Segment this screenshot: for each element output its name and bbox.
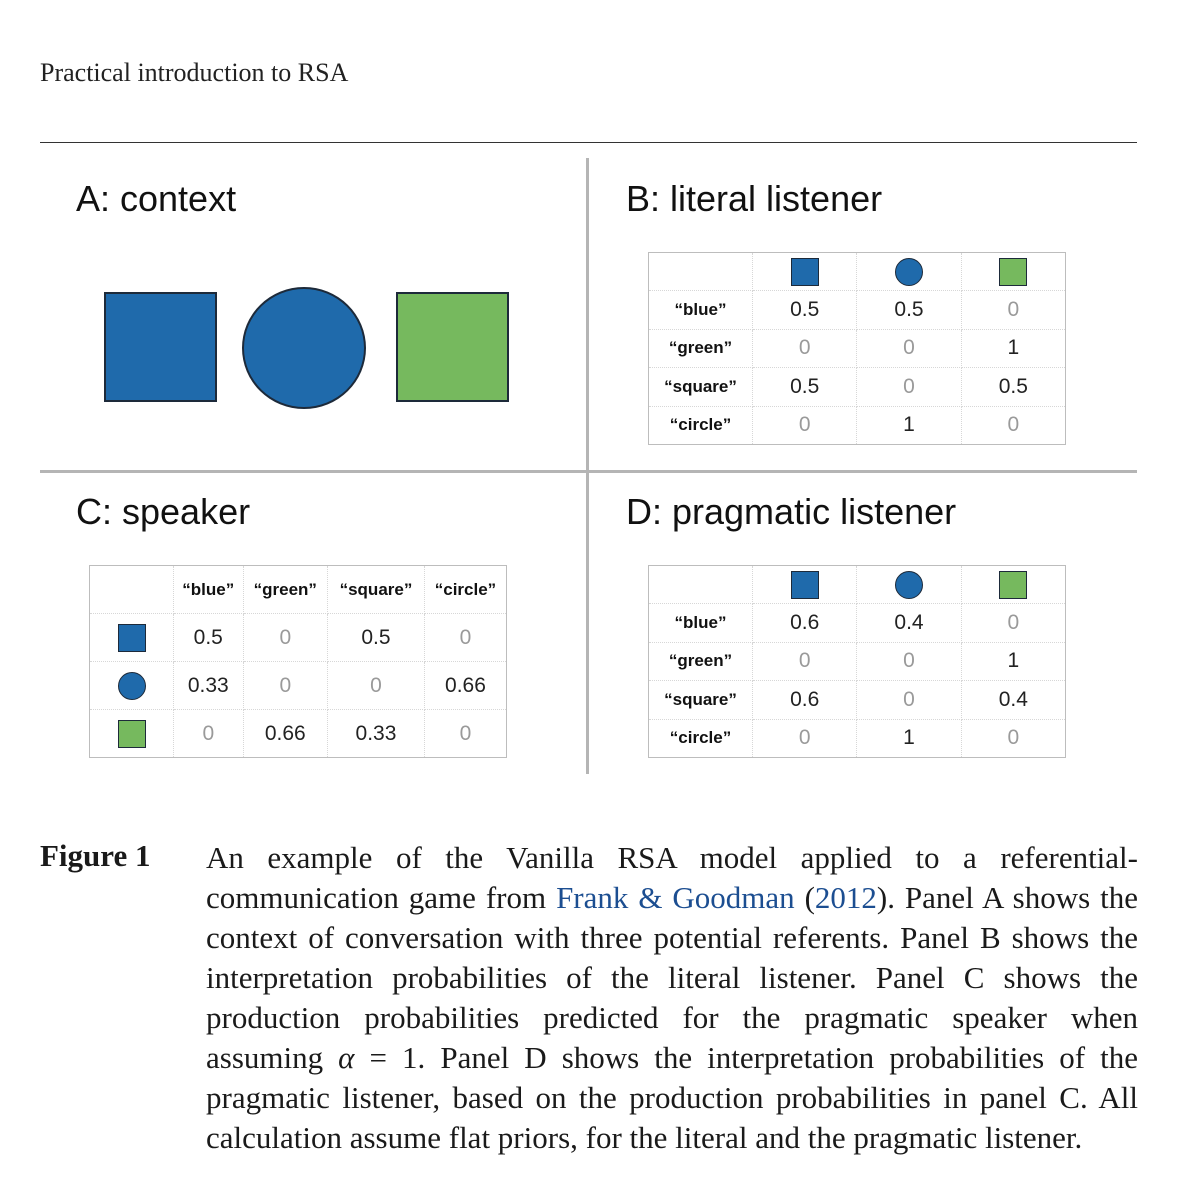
referent-header (961, 253, 1065, 291)
probability-cell: 0 (961, 406, 1065, 444)
table-row (649, 642, 1066, 680)
probability-cell: 0 (961, 719, 1065, 757)
probability-cell: 0 (328, 662, 425, 710)
probability-cell: 0 (243, 614, 327, 662)
table-row (649, 291, 1066, 329)
corner-cell (649, 253, 753, 291)
utterance-label: “circle” (649, 406, 753, 444)
probability-cell: 0.66 (424, 662, 506, 710)
probability-cell: 1 (961, 329, 1065, 367)
probability-cell: 0.5 (961, 368, 1065, 406)
table-row (90, 710, 507, 758)
probability-cell: 0.4 (961, 681, 1065, 719)
referent-label (90, 662, 174, 710)
header-row (90, 566, 507, 614)
blue-circle-icon (895, 258, 923, 286)
citation-link-year[interactable]: 2012 (814, 880, 877, 915)
panel-a-title: A: context (76, 178, 237, 219)
vertical-divider (586, 158, 589, 774)
probability-cell: 0.4 (857, 604, 961, 642)
blue-circle-icon (895, 571, 923, 599)
panel-d-title: D: pragmatic listener (626, 491, 957, 532)
referent-header (753, 253, 857, 291)
header-row (649, 253, 1066, 291)
probability-cell: 0 (753, 406, 857, 444)
blue-square-icon (118, 624, 146, 652)
probability-cell: 0 (174, 710, 244, 758)
blue-square-icon (791, 571, 819, 599)
probability-cell: 0.5 (753, 291, 857, 329)
referent-header (857, 253, 961, 291)
panel-b-title: B: literal listener (626, 178, 883, 219)
table-row (649, 681, 1066, 719)
caption-text (206, 838, 1138, 1158)
referent-header (753, 566, 857, 604)
probability-cell: 0.33 (174, 662, 244, 710)
blue-circle-icon (118, 672, 146, 700)
probability-cell: 0 (961, 291, 1065, 329)
citation-link-authors[interactable]: Frank & Goodman (556, 880, 795, 915)
alpha-symbol: α (338, 1040, 355, 1075)
probability-cell: 0.6 (753, 681, 857, 719)
table-row (649, 406, 1066, 444)
table-row (649, 368, 1066, 406)
utterance-header: “square” (328, 566, 425, 614)
table-row (649, 719, 1066, 757)
utterance-header: “blue” (174, 566, 244, 614)
context-blue-circle (242, 287, 366, 409)
referent-header (857, 566, 961, 604)
utterance-label: “green” (649, 642, 753, 680)
utterance-label: “square” (649, 368, 753, 406)
probability-cell: 0.66 (243, 710, 327, 758)
probability-cell: 0 (424, 614, 506, 662)
green-square-icon (999, 571, 1027, 599)
horizontal-divider (40, 470, 1137, 473)
probability-cell: 1 (961, 642, 1065, 680)
context-green-square (396, 292, 509, 402)
utterance-label: “blue” (649, 604, 753, 642)
probability-cell: 0 (857, 329, 961, 367)
pragmatic-listener-table (648, 565, 1066, 758)
probability-cell: 0.5 (753, 368, 857, 406)
probability-cell: 0.6 (753, 604, 857, 642)
speaker-table (89, 565, 507, 758)
probability-cell: 1 (857, 719, 961, 757)
probability-cell: 0 (857, 681, 961, 719)
running-head: Practical introduction to RSA (40, 58, 349, 87)
utterance-header: “circle” (424, 566, 506, 614)
figure-label: Figure 1 (40, 838, 151, 873)
probability-cell: 0 (753, 719, 857, 757)
probability-cell: 1 (857, 406, 961, 444)
probability-cell: 0 (243, 662, 327, 710)
utterance-label: “circle” (649, 719, 753, 757)
caption-text-part: ( (794, 880, 815, 915)
panel-c-title: C: speaker (76, 491, 251, 532)
table-row (649, 604, 1066, 642)
probability-cell: 0.5 (328, 614, 425, 662)
caption-text-part: = 1. Panel D shows the interpretation probabilities of the pragmatic listener, based on the production probabilities in panel C. All calculation assume flat priors, for the literal and the pragmatic listener. (206, 1040, 1138, 1155)
green-square-icon (999, 258, 1027, 286)
blue-square-icon (791, 258, 819, 286)
probability-cell: 0.33 (328, 710, 425, 758)
utterance-header: “green” (243, 566, 327, 614)
literal-listener-table (648, 252, 1066, 445)
referent-header (961, 566, 1065, 604)
utterance-label: “square” (649, 681, 753, 719)
probability-cell: 0.5 (174, 614, 244, 662)
table-row (90, 662, 507, 710)
header-rule (40, 142, 1137, 143)
utterance-label: “green” (649, 329, 753, 367)
green-square-icon (118, 720, 146, 748)
probability-cell: 0 (961, 604, 1065, 642)
probability-cell: 0.5 (857, 291, 961, 329)
utterance-label: “blue” (649, 291, 753, 329)
header-row (649, 566, 1066, 604)
context-blue-square (104, 292, 217, 402)
referent-label (90, 710, 174, 758)
table-row (649, 329, 1066, 367)
probability-cell: 0 (424, 710, 506, 758)
caption-text-part: An example of the Vanilla RSA model applied to a referential-communication game from (206, 840, 1138, 915)
referent-label (90, 614, 174, 662)
corner-cell (649, 566, 753, 604)
caption-text-part: ). Panel A shows the context of conversation with three potential referents. Panel B shows the interpretation probabilities of the literal listener. Panel C shows the production probabilities predicted for the pragmatic speaker when assuming (206, 880, 1138, 1075)
table-row (90, 614, 507, 662)
probability-cell: 0 (857, 368, 961, 406)
probability-cell: 0 (857, 642, 961, 680)
probability-cell: 0 (753, 329, 857, 367)
probability-cell: 0 (753, 642, 857, 680)
corner-cell (90, 566, 174, 614)
